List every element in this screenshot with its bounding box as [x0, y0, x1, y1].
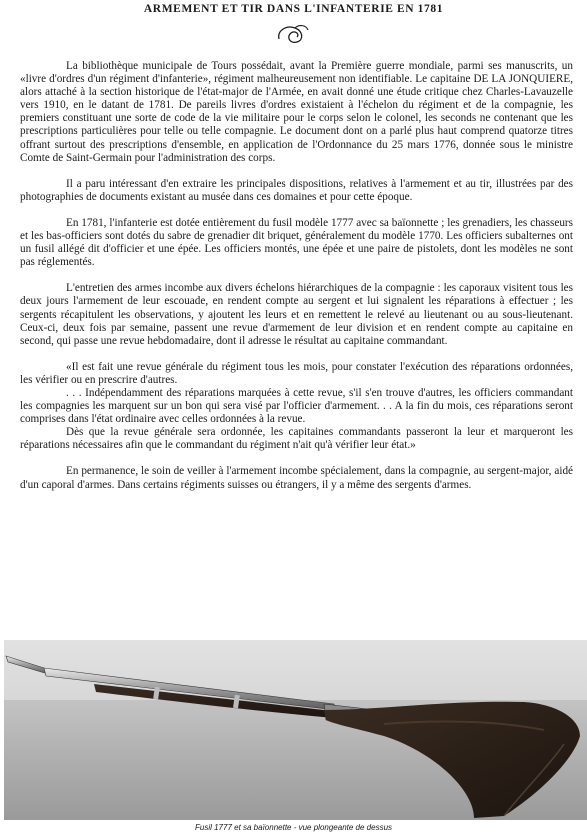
quote-paragraph: . . . Indépendamment des réparations marquées à cette revue, s'il s'en trouve d'autres, les officiers commandant les compagnies les marquent sur un bon qui sera visé par l'officier d'armement. . . A la fin du mois, ces réparations seront comprises dans l'état ordinaire avec celles ordonnées à la revue.	[20, 386, 573, 426]
quote-paragraph: Dès que la revue générale sera ordonnée, les capitaines commandants passeront la leur et marqueront les réparations nécessaires afin que le commandant du régiment n'ait qu'à vérifier leur état.»	[20, 426, 573, 452]
paragraph-closing: En permanence, le soin de veiller à l'armement incombe spécialement, dans la compagnie, au sergent-major, aidé d'un caporal d'armes. Dans certains régiments suisses ou étrangers, il y a même des sergents d'armes.	[20, 465, 573, 491]
article-body	[20, 60, 573, 505]
paragraph-purpose: Il a paru intéressant d'en extraire les principales dispositions, relatives à l'armement et au tir, illustrées par des photographies de documents existant au musée dans ces domaines et pour cette époque.	[20, 177, 573, 203]
quote-paragraph: «Il est fait une revue générale du régiment tous les mois, pour constater l'exécution des réparations ordonnées, les vérifier ou en prescrire d'autres.	[20, 360, 573, 386]
paragraph-intro: La bibliothèque municipale de Tours possédait, avant la Première guerre mondiale, parmi ses manuscrits, un «livre d'ordres d'un régiment d'infanterie», régiment malheureusement non identifiable. Le capitaine DE LA JONQUIERE, alors attaché à la section historique de l'état-major de l'Armée, en avait donné une étude critique chez Charles-Lavauzelle vers 1910, en le datant de 1781. De pareils livres d'ordres existaient à l'échelon du régiment et de la compagnie, les premiers constituant une sorte de code de la vie militaire pour le corps selon le colonel, les seconds ne contenant que les prescriptions particulières pour telle ou telle compagnie. Le document dont on a parlé plus haut comprend quatorze titres offrant surtout des prescriptions d'ensemble, en application de l'Ordonnance du 25 mars 1776, donnée sous le ministre Comte de Saint-Germain pour l'administration des corps.	[20, 60, 573, 164]
figure-caption: Fusil 1777 et sa baïonnette - vue plongeante de dessus	[194, 823, 393, 832]
musket-with-bayonet-photo	[4, 640, 587, 820]
swirl-ornament-icon	[273, 22, 313, 46]
paragraph-maintenance: L'entretien des armes incombe aux divers échelons hiérarchiques de la compagnie : les caporaux visitent tous les deux jours l'armement de leur escouade, en rendent compte au sergent et lui signalent les réparations à effectuer ; les sergents récapitulent les observations, y ajoutent les leurs et en remettent le relevé au lieutenant ou au sous-lieutenant. Ceux-ci, deux fois par semaine, passent une revue d'armement de leur division et en rendent compte au capitaine en second, qui passe une revue hebdomadaire, dont il adresse le résultat au capitaine commandant.	[20, 282, 573, 347]
page-title: ARMEMENT ET TIR DANS L'INFANTERIE EN 1781	[143, 3, 444, 15]
paragraph-weapons: En 1781, l'infanterie est dotée entièrement du fusil modèle 1777 avec sa baïonnette ; les grenadiers, les chasseurs et les bas-officiers sont dotés du sabre de grenadier dit briquet, généralement du modèle 1770. Les officiers subalternes ont un fusil allégé dit d'officier et une épée. Les officiers montés, une épée et une paire de pistolets, dont les modèles ne sont pas réglementés.	[20, 216, 573, 269]
